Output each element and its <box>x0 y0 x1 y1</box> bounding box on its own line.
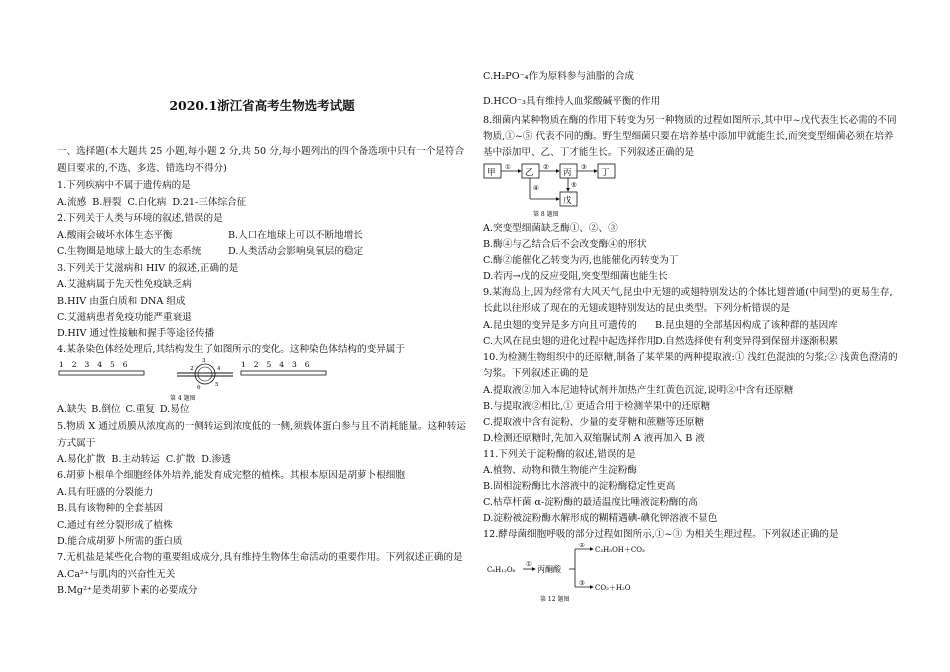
enzyme-1: ① <box>505 163 511 171</box>
q6-stem: 6.胡萝卜根单个细胞经体外培养,能发育成完整的植株。其根本原因是胡萝卜根细胞 <box>57 470 405 481</box>
q3-option-c: C.艾滋病患者免疫功能严重衰退 <box>57 312 192 323</box>
page-title: 2020.1浙江省高考生物选考试题 <box>169 98 355 113</box>
enzyme-4: ④ <box>533 184 539 192</box>
process-2: ② <box>579 543 585 549</box>
loop-label-4: 4 <box>217 366 221 372</box>
q4-figure <box>57 356 357 402</box>
q6-option-d: D.能合成胡萝卜所需的蛋白质 <box>57 536 183 547</box>
enzyme-3: ③ <box>581 163 587 171</box>
loop-label-2: 2 <box>190 366 194 372</box>
product-ethanol: C₂H₅OH＋CO₂ <box>595 546 645 554</box>
q8-stem-line1: 8.细菌内某种物质在酶的作用下转变为另一种物质的过程如图所示,其中甲~戊代表生长必需的不同 <box>483 115 897 126</box>
loop-label-3: 3 <box>202 358 206 364</box>
q11-option-c: C.枯草杆菌 α-淀粉酶的最适温度比唾液淀粉酶的高 <box>483 497 698 508</box>
q4-before-labels: 1 2 3 4 5 6 <box>59 360 131 369</box>
node-bing: 丙 <box>563 168 572 178</box>
process-3: ③ <box>579 579 585 587</box>
substrate-glucose: C₆H₁₂O₆ <box>487 566 516 574</box>
loop-label-6: 6 <box>197 385 201 391</box>
q10-option-a: A.提取液②加入本尼迪特试剂并加热产生红黄色沉淀,说明②中含有还原糖 <box>483 385 794 396</box>
q9-option-d: D.自然选择使有利变异得到保留并逐渐积累 <box>655 336 839 347</box>
q6-option-b: B.具有该物种的全套基因 <box>57 503 164 514</box>
inversion-loop <box>177 358 233 391</box>
q11-option-a: A.植物、动物和微生物能产生淀粉酶 <box>483 465 637 476</box>
q2-option-a: A.酸雨会破坏水体生态平衡 <box>57 230 173 241</box>
q11-option-d: D.淀粉被淀粉酶水解形成的糊精遇碘-碘化钾溶液不显色 <box>483 513 718 524</box>
process-1: ① <box>526 560 532 568</box>
q2-option-d: D.人类活动会影响臭氧层的稳定 <box>228 246 364 257</box>
q4-options: A.缺失 B.倒位 C.重复 D.易位 <box>57 404 190 415</box>
node-yi: 乙 <box>525 168 534 178</box>
q12-stem: 12.酵母菌细胞呼吸的部分过程如图所示,①~③ 为相关生理过程。下列叙述正确的是 <box>483 529 839 540</box>
pyruvate: 丙酮酸 <box>537 565 561 574</box>
q10-stem-line2: 匀浆。下列叙述正确的是 <box>483 368 589 379</box>
q9-stem-line1: 9.某海岛上,因为经常有大风天气,昆虫中无翅的或翅特别发达的个体比翅普通(中间型)的更易生存, <box>483 287 893 298</box>
loop-label-5: 5 <box>215 382 219 388</box>
chromosome-after <box>241 371 326 375</box>
q8-option-a: A.突变型细菌缺乏酶①、②、③ <box>483 223 618 234</box>
q8-option-b: B.酶④与乙结合后不会改变酶④的形状 <box>483 239 647 250</box>
q9-option-a: A.昆虫翅的变异是多方向且可遗传的 <box>483 320 637 331</box>
q8-option-c: C.酶②能催化乙转变为丙,也能催化丙转变为丁 <box>483 255 679 266</box>
q9-option-b: B.昆虫翅的全部基因构成了该种群的基因库 <box>655 320 838 331</box>
q2-stem: 2.下列关于人类与环境的叙述,错误的是 <box>57 213 223 224</box>
q7-option-a: A.Ca²⁺与肌肉的兴奋性无关 <box>57 569 176 580</box>
q8-stem-line3: 基中添加甲、乙、丁才能生长。下列叙述正确的是 <box>483 147 695 158</box>
q10-option-c: C.提取液中含有淀粉、少量的麦芽糖和蔗糖等还原糖 <box>483 417 705 428</box>
section-heading: 一、选择题(本大题共 25 小题,每小题 2 分,共 50 分,每小题列出的四个备选项中只有一个是符合题目要求的,不选、多选、错选均不得分) <box>57 146 465 174</box>
q3-stem: 3.下列关于艾滋病和 HIV 的叙述,正确的是 <box>57 263 239 274</box>
enzyme-5: ⑤ <box>571 181 577 189</box>
q9-stem-line2: 长此以往形成了现在的无翅或翅特别发达的昆虫类型。下列分析错误的是 <box>483 303 790 314</box>
q7-option-b: B.Mg²⁺是类胡萝卜素的必要成分 <box>57 585 198 596</box>
q1-options: A.流感 B.唇裂 C.白化病 D.21-三体综合征 <box>57 197 247 208</box>
q6-option-c: C.通过有丝分裂形成了植株 <box>57 520 173 531</box>
q9-option-c: C.大风在昆虫翅的进化过程中起选择作用 <box>483 336 657 347</box>
q12-caption: 第 12 题图 <box>540 596 570 603</box>
q10-option-d: D.检测还原糖时,先加入双缩脲试剂 A 液再加入 B 液 <box>483 433 705 444</box>
q6-option-a: A.具有旺盛的分裂能力 <box>57 487 154 498</box>
q4-caption: 第 4 题图 <box>170 395 196 402</box>
q7-stem: 7.无机盐是某些化合物的重要组成成分,具有维持生物体生命活动的重要作用。下列叙述正确的是 <box>57 552 463 563</box>
q8-option-d: D.若丙→戊的反应受阻,突变型细菌也能生长 <box>483 271 668 282</box>
q12-figure <box>485 543 685 605</box>
q3-option-b: B.HIV 由蛋白质和 DNA 组成 <box>57 296 186 307</box>
q5-stem: 5.物质 X 通过质膜从浓度高的一侧转运到浓度低的一侧,须载体蛋白参与且不消耗能量。这种转运方式属于 <box>57 421 466 449</box>
q2-option-c: C.生物圈是地球上最大的生态系统 <box>57 246 202 257</box>
q2-option-b: B.人口在地球上可以不断地增长 <box>228 230 363 241</box>
q1-stem: 1.下列疾病中不属于遗传病的是 <box>57 180 191 191</box>
chromosome-before <box>59 371 144 375</box>
q7-option-d: D.HCO⁻₃具有维持人血浆酸碱平衡的作用 <box>483 96 661 107</box>
q10-option-b: B.与提取液②相比,① 更适合用于检测苹果中的还原糖 <box>483 401 711 412</box>
node-jia: 甲 <box>487 168 496 178</box>
product-co2-water: CO₂＋H₂O <box>595 584 631 592</box>
q5-options: A.易化扩散 B.主动转运 C.扩散 D.渗透 <box>57 454 231 465</box>
q11-option-b: B.固相淀粉酶比水溶液中的淀粉酶稳定性更高 <box>483 481 676 492</box>
q10-stem-line1: 10.为检测生物组织中的还原糖,制备了某苹果的两种提取液:① 浅红色混浊的匀浆;② 浅黄色澄清的 <box>483 352 898 363</box>
q8-figure <box>483 161 643 219</box>
q4-stem: 4.某条染色体经处理后,其结构发生了如图所示的变化。这种染色体结构的变异属于 <box>57 344 405 355</box>
q3-option-a: A.艾滋病属于先天性免疫缺乏病 <box>57 279 192 290</box>
node-ding: 丁 <box>601 168 610 178</box>
q3-option-d: D.HIV 通过性接触和握手等途径传播 <box>57 328 215 339</box>
q4-after-labels: 1 2 5 4 3 6 <box>241 360 313 369</box>
q11-stem: 11.下列关于淀粉酶的叙述,错误的是 <box>483 449 636 460</box>
q7-option-c: C.H₂PO⁻₄作为原料参与油脂的合成 <box>483 71 635 82</box>
q8-stem-line2: 物质,①~⑤ 代表不同的酶。野生型细菌只要在培养基中添加甲就能生长,而突变型细菌必须在培养 <box>483 131 894 142</box>
enzyme-2: ② <box>543 163 549 171</box>
node-wu: 戊 <box>563 196 572 206</box>
q8-caption: 第 8 题图 <box>533 211 559 218</box>
